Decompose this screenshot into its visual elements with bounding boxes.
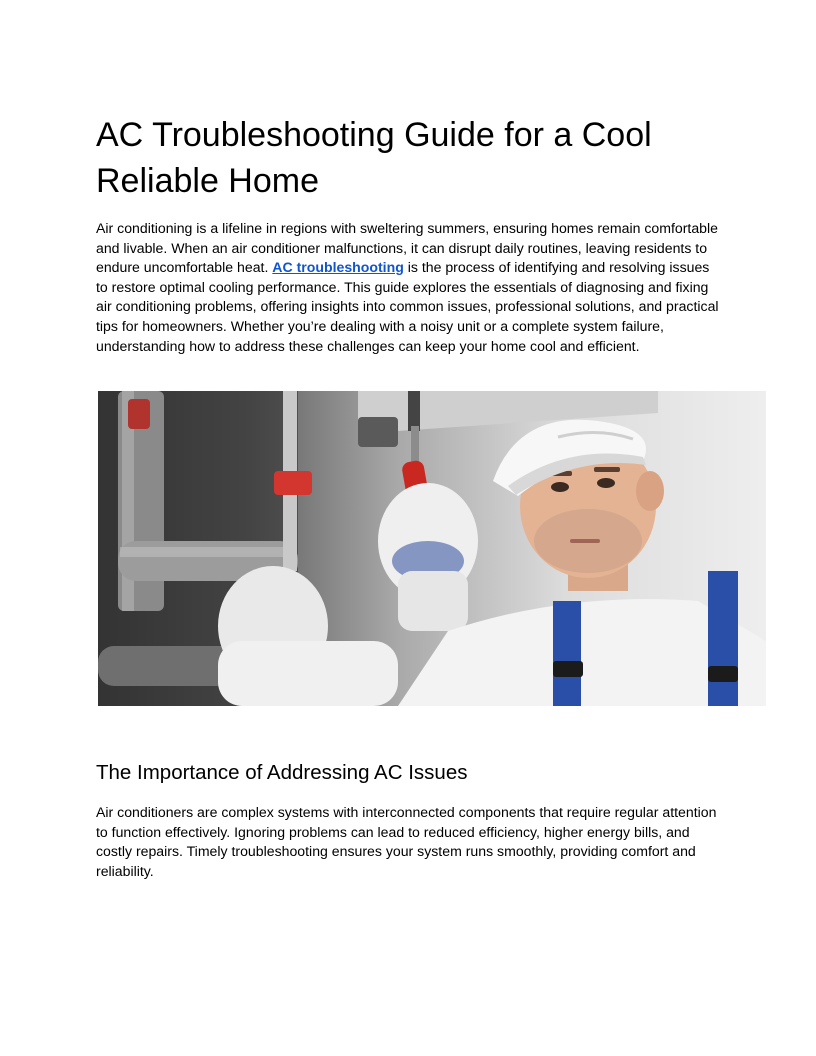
intro-paragraph: [96, 219, 720, 356]
ac-troubleshooting-link[interactable]: AC troubleshooting: [272, 259, 404, 276]
section-paragraph-importance: Air conditioners are complex systems with interconnected components that require regular attention to function effectively. Ignoring problems can lead to reduced efficiency, higher energy bills, and costly repairs. Timely troubleshooting ensures your system runs smoothly, providing comfort and reliability.: [96, 804, 717, 879]
section-heading-importance: The Importance of Addressing AC Issues: [96, 761, 468, 784]
intro-text-after-link: is the process of identifying and resolving issues to restore optimal cooling performance. This guide explores the essentials of diagnosing and fixing air conditioning problems, offering insights into common issues, professional solutions, and practical tips for homeowners. Whether you’re dealing with a noisy unit or a complete system failure, understanding how to address these challenges can keep your home cool and efficient.: [96, 259, 719, 354]
technician-photo: [98, 391, 766, 706]
page-title: AC Troubleshooting Guide for a Cool Reliable Home: [96, 116, 652, 200]
technician-illustration: [98, 391, 766, 706]
intro-text-before-link: Air conditioning is a lifeline in regions with sweltering summers, ensuring homes remain comfortable and livable. When an air conditioner malfunctions, it can disrupt daily routines, leaving residents to endure uncomfortable heat.: [96, 220, 718, 276]
